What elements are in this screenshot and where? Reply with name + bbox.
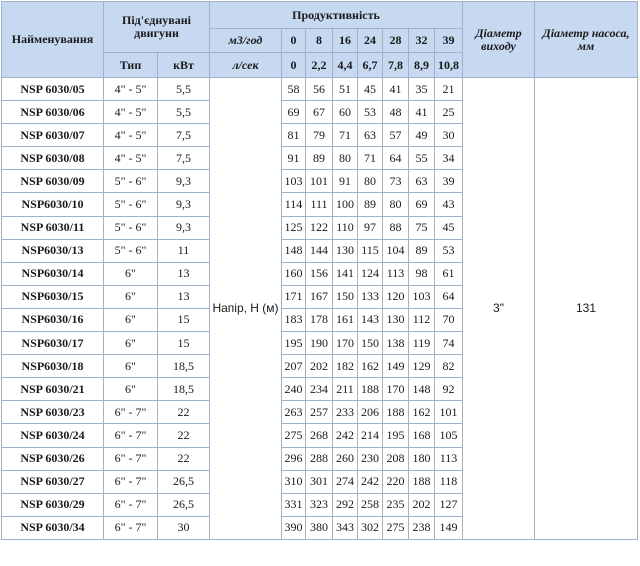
head-value-cell: 129 — [409, 355, 435, 378]
motor-type-cell: 6" - 7" — [104, 447, 158, 470]
motor-power-cell: 15 — [158, 332, 210, 355]
head-value-cell: 206 — [358, 401, 383, 424]
flow-m3h-cell: 28 — [383, 29, 409, 53]
head-value-cell: 60 — [333, 101, 358, 124]
motor-type-cell: 6" — [104, 308, 158, 331]
motor-type-cell: 6" - 7" — [104, 516, 158, 539]
head-value-cell: 92 — [435, 378, 463, 401]
head-value-cell: 45 — [435, 216, 463, 239]
head-value-cell: 180 — [409, 447, 435, 470]
head-value-cell: 258 — [358, 493, 383, 516]
head-value-cell: 122 — [306, 216, 333, 239]
head-value-cell: 57 — [383, 124, 409, 147]
head-value-cell: 162 — [358, 355, 383, 378]
motor-power-cell: 5,5 — [158, 78, 210, 101]
head-value-cell: 51 — [333, 78, 358, 101]
head-value-cell: 110 — [333, 216, 358, 239]
pump-model-cell: NSP6030/16 — [2, 308, 104, 331]
head-value-cell: 150 — [333, 285, 358, 308]
head-value-cell: 115 — [358, 239, 383, 262]
head-value-cell: 89 — [306, 147, 333, 170]
pump-model-cell: NSP 6030/07 — [2, 124, 104, 147]
head-value-cell: 323 — [306, 493, 333, 516]
head-value-cell: 70 — [435, 308, 463, 331]
head-value-cell: 111 — [306, 193, 333, 216]
flow-ls-cell: 8,9 — [409, 53, 435, 78]
head-value-cell: 113 — [383, 262, 409, 285]
head-value-cell: 69 — [282, 101, 306, 124]
motor-power-cell: 22 — [158, 447, 210, 470]
pump-model-cell: NSP 6030/29 — [2, 493, 104, 516]
head-value-cell: 208 — [383, 447, 409, 470]
pump-model-cell: NSP 6030/23 — [2, 401, 104, 424]
head-value-cell: 98 — [409, 262, 435, 285]
head-value-cell: 63 — [358, 124, 383, 147]
head-value-cell: 104 — [383, 239, 409, 262]
head-value-cell: 188 — [409, 470, 435, 493]
head-value-cell: 235 — [383, 493, 409, 516]
head-value-cell: 188 — [383, 401, 409, 424]
head-value-cell: 89 — [409, 239, 435, 262]
head-value-cell: 101 — [435, 401, 463, 424]
flow-m3h-cell: 32 — [409, 29, 435, 53]
motor-type-cell: 6" - 7" — [104, 493, 158, 516]
pump-diameter-cell: 131 — [535, 78, 638, 540]
head-value-cell: 63 — [409, 170, 435, 193]
motor-type-cell: 5" - 6" — [104, 216, 158, 239]
head-value-cell: 79 — [306, 124, 333, 147]
head-value-cell: 171 — [282, 285, 306, 308]
head-value-cell: 130 — [333, 239, 358, 262]
head-value-cell: 56 — [306, 78, 333, 101]
motor-power-cell: 22 — [158, 401, 210, 424]
head-value-cell: 88 — [383, 216, 409, 239]
head-value-cell: 125 — [282, 216, 306, 239]
head-value-cell: 214 — [358, 424, 383, 447]
head-value-cell: 149 — [435, 516, 463, 539]
head-value-cell: 195 — [383, 424, 409, 447]
pump-model-cell: NSP6030/14 — [2, 262, 104, 285]
head-value-cell: 331 — [282, 493, 306, 516]
head-value-cell: 119 — [409, 332, 435, 355]
head-value-cell: 207 — [282, 355, 306, 378]
head-value-cell: 288 — [306, 447, 333, 470]
head-value-cell: 97 — [358, 216, 383, 239]
head-value-cell: 143 — [358, 308, 383, 331]
head-value-cell: 275 — [282, 424, 306, 447]
head-value-cell: 74 — [435, 332, 463, 355]
head-value-cell: 167 — [306, 285, 333, 308]
head-value-cell: 80 — [383, 193, 409, 216]
header-ls: л/сек — [210, 53, 282, 78]
motor-power-cell: 11 — [158, 239, 210, 262]
pump-model-cell: NSP6030/13 — [2, 239, 104, 262]
motor-type-cell: 4" - 5" — [104, 124, 158, 147]
head-value-cell: 41 — [409, 101, 435, 124]
head-value-cell: 302 — [358, 516, 383, 539]
head-value-cell: 105 — [435, 424, 463, 447]
flow-m3h-cell: 8 — [306, 29, 333, 53]
motor-power-cell: 7,5 — [158, 147, 210, 170]
head-value-cell: 233 — [333, 401, 358, 424]
head-value-cell: 80 — [358, 170, 383, 193]
pump-model-cell: NSP 6030/34 — [2, 516, 104, 539]
head-value-cell: 91 — [333, 170, 358, 193]
head-value-cell: 91 — [282, 147, 306, 170]
header-productivity: Продуктивність — [210, 2, 463, 29]
head-value-cell: 80 — [333, 147, 358, 170]
head-value-cell: 310 — [282, 470, 306, 493]
head-value-cell: 103 — [409, 285, 435, 308]
head-value-cell: 130 — [383, 308, 409, 331]
header-motors: Під'єднувані двигуни — [104, 2, 210, 53]
header-m3h: м3/год — [210, 29, 282, 53]
head-value-cell: 127 — [435, 493, 463, 516]
pump-model-cell: NSP6030/18 — [2, 355, 104, 378]
head-value-cell: 234 — [306, 378, 333, 401]
motor-type-cell: 5" - 6" — [104, 170, 158, 193]
flow-ls-cell: 6,7 — [358, 53, 383, 78]
table-row — [2, 78, 638, 101]
head-value-cell: 30 — [435, 124, 463, 147]
head-value-cell: 21 — [435, 78, 463, 101]
head-value-cell: 48 — [383, 101, 409, 124]
head-value-cell: 58 — [282, 78, 306, 101]
head-value-cell: 113 — [435, 447, 463, 470]
head-value-cell: 170 — [333, 332, 358, 355]
pump-model-cell: NSP 6030/24 — [2, 424, 104, 447]
motor-type-cell: 6" - 7" — [104, 470, 158, 493]
head-value-cell: 242 — [358, 470, 383, 493]
motor-type-cell: 4" - 5" — [104, 101, 158, 124]
head-value-cell: 170 — [383, 378, 409, 401]
flow-ls-cell: 4,4 — [333, 53, 358, 78]
flow-ls-cell: 7,8 — [383, 53, 409, 78]
motor-power-cell: 18,5 — [158, 355, 210, 378]
head-value-cell: 156 — [306, 262, 333, 285]
flow-ls-cell: 0 — [282, 53, 306, 78]
head-value-cell: 150 — [358, 332, 383, 355]
head-value-cell: 292 — [333, 493, 358, 516]
head-value-cell: 71 — [358, 147, 383, 170]
head-value-cell: 220 — [383, 470, 409, 493]
head-value-cell: 103 — [282, 170, 306, 193]
head-value-cell: 64 — [435, 285, 463, 308]
flow-m3h-cell: 24 — [358, 29, 383, 53]
head-value-cell: 34 — [435, 147, 463, 170]
head-value-cell: 81 — [282, 124, 306, 147]
head-value-cell: 69 — [409, 193, 435, 216]
outlet-diameter-cell: 3" — [463, 78, 535, 540]
head-value-cell: 202 — [409, 493, 435, 516]
motor-power-cell: 18,5 — [158, 378, 210, 401]
pump-spec-table — [1, 1, 638, 540]
head-value-cell: 195 — [282, 332, 306, 355]
head-value-cell: 161 — [333, 308, 358, 331]
head-value-cell: 61 — [435, 262, 463, 285]
head-value-cell: 112 — [409, 308, 435, 331]
pump-model-cell: NSP 6030/21 — [2, 378, 104, 401]
head-value-cell: 275 — [383, 516, 409, 539]
motor-type-cell: 5" - 6" — [104, 193, 158, 216]
head-value-cell: 71 — [333, 124, 358, 147]
flow-ls-cell: 10,8 — [435, 53, 463, 78]
head-value-cell: 380 — [306, 516, 333, 539]
motor-type-cell: 5" - 6" — [104, 239, 158, 262]
table-body — [2, 78, 638, 540]
head-value-cell: 260 — [333, 447, 358, 470]
head-value-cell: 343 — [333, 516, 358, 539]
motor-power-cell: 9,3 — [158, 170, 210, 193]
motor-type-cell: 6" — [104, 378, 158, 401]
motor-power-cell: 13 — [158, 285, 210, 308]
motor-power-cell: 13 — [158, 262, 210, 285]
head-value-cell: 144 — [306, 239, 333, 262]
head-value-cell: 190 — [306, 332, 333, 355]
motor-type-cell: 6" - 7" — [104, 424, 158, 447]
head-value-cell: 124 — [358, 262, 383, 285]
motor-power-cell: 26,5 — [158, 470, 210, 493]
motor-power-cell: 26,5 — [158, 493, 210, 516]
head-value-cell: 148 — [409, 378, 435, 401]
motor-type-cell: 6" — [104, 262, 158, 285]
pump-model-cell: NSP 6030/09 — [2, 170, 104, 193]
head-value-cell: 82 — [435, 355, 463, 378]
head-value-cell: 301 — [306, 470, 333, 493]
motor-type-cell: 6" — [104, 332, 158, 355]
head-value-cell: 49 — [409, 124, 435, 147]
head-label-cell: Напір, Н (м) — [210, 78, 282, 540]
motor-power-cell: 9,3 — [158, 216, 210, 239]
pump-model-cell: NSP 6030/11 — [2, 216, 104, 239]
head-value-cell: 39 — [435, 170, 463, 193]
head-value-cell: 263 — [282, 401, 306, 424]
head-value-cell: 89 — [358, 193, 383, 216]
flow-ls-cell: 2,2 — [306, 53, 333, 78]
head-value-cell: 296 — [282, 447, 306, 470]
flow-m3h-cell: 0 — [282, 29, 306, 53]
head-value-cell: 101 — [306, 170, 333, 193]
head-value-cell: 390 — [282, 516, 306, 539]
head-value-cell: 238 — [409, 516, 435, 539]
head-value-cell: 178 — [306, 308, 333, 331]
head-value-cell: 35 — [409, 78, 435, 101]
head-value-cell: 240 — [282, 378, 306, 401]
head-value-cell: 55 — [409, 147, 435, 170]
head-value-cell: 274 — [333, 470, 358, 493]
head-value-cell: 67 — [306, 101, 333, 124]
head-value-cell: 25 — [435, 101, 463, 124]
motor-power-cell: 22 — [158, 424, 210, 447]
head-value-cell: 148 — [282, 239, 306, 262]
header-name: Найменування — [2, 2, 104, 78]
head-value-cell: 138 — [383, 332, 409, 355]
head-value-cell: 162 — [409, 401, 435, 424]
head-value-cell: 53 — [358, 101, 383, 124]
head-value-cell: 43 — [435, 193, 463, 216]
motor-type-cell: 6" — [104, 355, 158, 378]
head-value-cell: 141 — [333, 262, 358, 285]
header-type: Тип — [104, 53, 158, 78]
motor-type-cell: 6" - 7" — [104, 401, 158, 424]
motor-power-cell: 5,5 — [158, 101, 210, 124]
pump-model-cell: NSP6030/15 — [2, 285, 104, 308]
head-value-cell: 100 — [333, 193, 358, 216]
header-pump-diameter: Діаметр насоса, мм — [535, 2, 638, 78]
flow-m3h-cell: 16 — [333, 29, 358, 53]
pump-model-cell: NSP 6030/08 — [2, 147, 104, 170]
header-kw: кВт — [158, 53, 210, 78]
pump-model-cell: NSP 6030/06 — [2, 101, 104, 124]
head-value-cell: 160 — [282, 262, 306, 285]
head-value-cell: 114 — [282, 193, 306, 216]
motor-power-cell: 30 — [158, 516, 210, 539]
pump-model-cell: NSP 6030/05 — [2, 78, 104, 101]
head-value-cell: 230 — [358, 447, 383, 470]
pump-model-cell: NSP6030/10 — [2, 193, 104, 216]
pump-model-cell: NSP 6030/26 — [2, 447, 104, 470]
head-value-cell: 149 — [383, 355, 409, 378]
motor-power-cell: 15 — [158, 308, 210, 331]
head-value-cell: 133 — [358, 285, 383, 308]
motor-power-cell: 7,5 — [158, 124, 210, 147]
head-value-cell: 64 — [383, 147, 409, 170]
head-value-cell: 73 — [383, 170, 409, 193]
pump-model-cell: NSP6030/17 — [2, 332, 104, 355]
head-value-cell: 202 — [306, 355, 333, 378]
head-value-cell: 268 — [306, 424, 333, 447]
head-value-cell: 41 — [383, 78, 409, 101]
head-value-cell: 257 — [306, 401, 333, 424]
head-value-cell: 211 — [333, 378, 358, 401]
head-value-cell: 188 — [358, 378, 383, 401]
motor-type-cell: 4" - 5" — [104, 78, 158, 101]
motor-type-cell: 6" — [104, 285, 158, 308]
head-value-cell: 45 — [358, 78, 383, 101]
motor-power-cell: 9,3 — [158, 193, 210, 216]
head-value-cell: 168 — [409, 424, 435, 447]
table-header — [2, 2, 638, 78]
head-value-cell: 118 — [435, 470, 463, 493]
head-value-cell: 183 — [282, 308, 306, 331]
head-value-cell: 182 — [333, 355, 358, 378]
flow-m3h-cell: 39 — [435, 29, 463, 53]
pump-model-cell: NSP 6030/27 — [2, 470, 104, 493]
head-value-cell: 53 — [435, 239, 463, 262]
head-value-cell: 75 — [409, 216, 435, 239]
head-value-cell: 120 — [383, 285, 409, 308]
head-value-cell: 242 — [333, 424, 358, 447]
header-outlet-diameter: Діаметр виходу — [463, 2, 535, 78]
motor-type-cell: 4" - 5" — [104, 147, 158, 170]
